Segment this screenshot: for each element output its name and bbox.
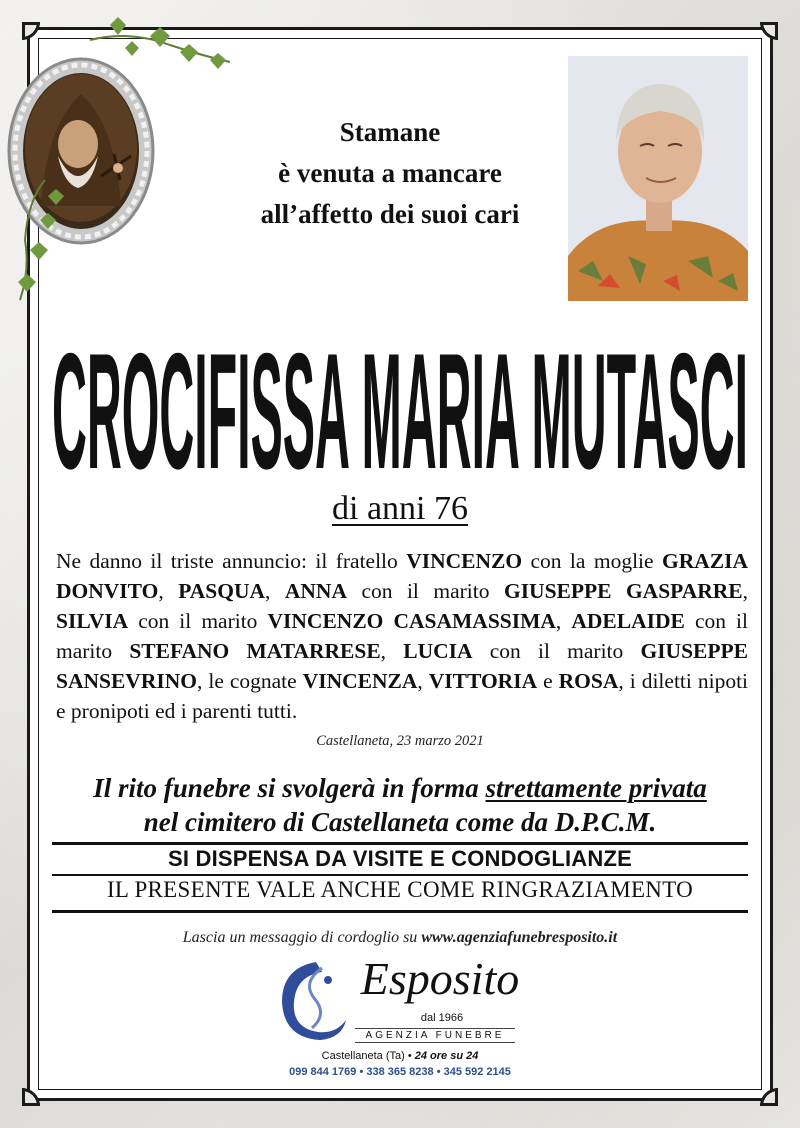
funeral-privacy: strettamente privata — [485, 773, 707, 803]
relative-name: STEFANO MATARRESE — [129, 639, 381, 663]
relative-name: GIUSEPPE SANSEVRINO — [56, 639, 748, 693]
intro-line: all’affetto dei suoi cari — [260, 199, 520, 229]
deceased-name-text: CROCIFISSA MARIA MUTASCI — [52, 319, 748, 480]
relative-name: GRAZIA DONVITO — [56, 549, 748, 603]
relative-name: PASQUA — [178, 579, 266, 603]
intro-line: è venuta a mancare — [278, 158, 502, 188]
relative-name: ANNA — [284, 579, 347, 603]
relative-name: ADELAIDE — [571, 609, 685, 633]
agency-since: dal 1966 — [420, 1012, 464, 1024]
divider — [52, 910, 748, 913]
relative-name: LUCIA — [403, 639, 473, 663]
divider — [52, 842, 748, 845]
age-line — [0, 490, 800, 528]
relative-name: VITTORIA — [428, 669, 538, 693]
deceased-photo — [568, 56, 748, 301]
intro-line: Stamane — [339, 117, 441, 147]
saint-portrait — [6, 56, 156, 246]
relative-name: VINCENZO CASAMASSIMA — [267, 609, 556, 633]
relative-name: ROSA — [558, 669, 619, 693]
agency-website-link[interactable]: www.agenziafunebresposito.it — [421, 929, 618, 946]
agency-contact: Castellaneta (Ta) • 24 ore su 24 — [321, 1050, 479, 1062]
agency-name: Esposito — [360, 953, 520, 1004]
place-date: Castellaneta, 23 marzo 2021 — [316, 733, 484, 749]
agency-phones[interactable]: 099 844 1769 • 338 365 8238 • 345 592 2145 — [289, 1066, 511, 1078]
agency-subtitle: AGENZIA FUNEBRE — [355, 1028, 515, 1043]
funeral-line-2: nel cimitero di Castellaneta come da D.P.C.M. — [143, 807, 657, 837]
no-visits-notice: SI DISPENSA DA VISITE E CONDOGLIANZE — [168, 846, 632, 871]
funeral-line-1: Il rito funebre si svolgerà in forma strettamente privata — [93, 773, 707, 803]
divider — [52, 874, 748, 876]
relative-name: VINCENZA — [302, 669, 418, 693]
relative-name: VINCENZO — [406, 549, 523, 573]
relative-name: SILVIA — [56, 609, 129, 633]
condolence-message: Lascia un messaggio di cordoglio su www.agenziafunebresposito.it — [182, 929, 618, 946]
announcement-paragraph: Ne danno il triste annuncio: il fratello VINCENZO con la moglie GRAZIA DONVITO, PASQUA, ANNA con il marito GIUSEPPE GASPARRE, SILVIA con il marito VINCENZO CASAMASSIMA, ADELAIDE con il marito STEFANO MATARRESE, LUCIA con il marito GIUSEPPE SANSEVRINO, le cognate VINCENZA, VITTORIA e ROSA, i diletti nipoti e pronipoti ed i parenti tutti. — [56, 549, 749, 723]
thanks-notice: IL PRESENTE VALE ANCHE COME RINGRAZIAMENTO — [106, 877, 694, 902]
deceased-name — [0, 300, 800, 480]
intro-text — [230, 112, 550, 235]
age-text: di anni 76 — [332, 490, 468, 527]
relative-name: GIUSEPPE GASPARRE — [503, 579, 743, 603]
funeral-info — [40, 771, 760, 839]
